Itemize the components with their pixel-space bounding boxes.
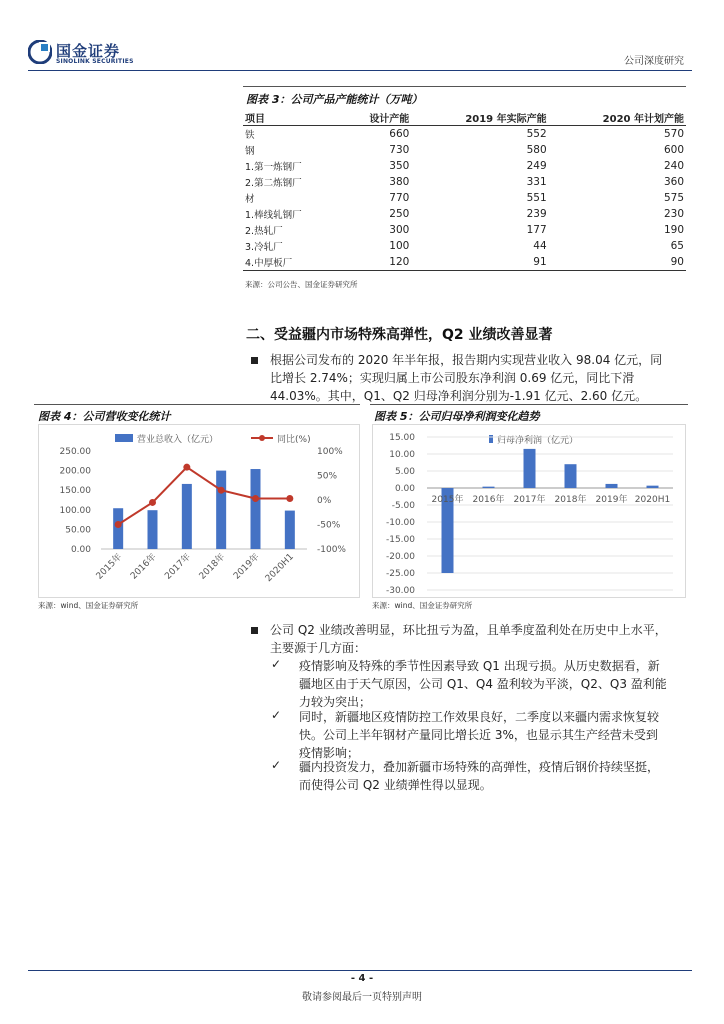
right-axis-tick-label: -50% [317,520,341,531]
legend-swatch-revenue [115,434,133,442]
reason-item [299,657,691,711]
net-profit-chart [372,424,686,598]
legend-marker-yoy [259,435,265,441]
paragraph-line: 疆地区由于天气原因，公司 Q1、Q4 盈利较为平淡，Q2、Q3 盈利能 [299,677,667,691]
square-bullet-icon [251,627,258,634]
table-cell: 材 [245,194,255,205]
paragraph-line: 同时，新疆地区疫情防控工作效果良好，二季度以来疆内需求恢复较 [299,710,660,724]
table-row [243,142,686,158]
category-tick-label: 2017年 [163,552,193,582]
figure5-title: 图表 5：公司归母净利润变化趋势 [374,410,540,423]
reason-item [299,758,691,794]
figure4-source: 来源：wind、国金证券研究所 [38,601,139,610]
paragraph-line: 疫情影响； [299,746,360,760]
category-tick-label: 2016年 [472,495,505,505]
paragraph-line: 比增长 2.74%；实现归属上市公司股东净利润 0.69 亿元，同比下滑 [270,371,635,385]
table-cell: 44 [533,240,547,252]
yoy-line [118,467,290,524]
table-cell: 2.热轧厂 [245,226,283,237]
table-header-row [243,109,686,126]
table-cell: 177 [526,224,547,236]
revenue-bar [148,510,158,549]
table-row [243,174,686,190]
logo-chinese-name: 国金证券 [56,42,121,60]
revenue-bar [251,469,261,549]
table-cell: 380 [389,176,410,188]
table-cell: 4.中厚板厂 [243,254,341,271]
right-axis-tick-label: -100% [317,545,346,555]
paragraph-q2 [270,621,690,657]
table-cell: 铁 [245,130,255,141]
legend-swatch-net-profit [489,435,493,443]
category-tick-label: 2018年 [554,495,587,505]
right-axis-tick-label: 0% [317,496,332,506]
legend-label-yoy: 同比(%) [277,435,311,445]
category-tick-label: 2015年 [94,552,125,582]
table-row [243,190,686,206]
table-cell: 580 [526,144,547,156]
table-cell: 100 [389,240,410,252]
category-tick-label: 2020H1 [263,552,296,585]
category-tick-label: 2017年 [513,495,546,505]
yoy-point [115,521,122,528]
column-header: 2019 年实际产能 [411,109,548,126]
left-axis-tick-label: 200.00 [59,466,91,477]
table-cell: 730 [389,144,410,156]
yoy-point [218,487,225,494]
category-tick-label: 2019年 [595,495,628,505]
table-cell: 552 [526,128,547,140]
category-tick-label: 2020H1 [634,495,671,505]
table-cell: 239 [526,208,547,220]
table-cell: 300 [389,224,410,236]
table-row [243,206,686,222]
paragraph-line: 44.03%。其中，Q1、Q2 归母净利润分别为-1.91 亿元、2.60 亿元。 [270,389,648,403]
paragraph-line: 快。公司上半年钢材产量同比增长近 3%，也显示其生产经营未受到 [299,728,658,742]
right-axis-tick-label: 100% [317,447,343,457]
report-type: 公司深度研究 [624,56,684,67]
y-axis-tick-label: -5.00 [391,501,415,511]
reason-item [299,708,691,762]
table-cell: 600 [663,144,684,156]
table-cell: 770 [389,192,410,204]
figure-top-rule [243,86,686,87]
table-cell: 660 [389,128,410,140]
yoy-point [149,499,156,506]
table-cell: 551 [526,192,547,204]
table-row [243,238,686,254]
y-axis-tick-label: 0.00 [394,484,415,494]
table-cell: 575 [663,192,684,204]
left-axis-tick-label: 50.00 [65,525,91,536]
company-logo-icon [28,40,52,64]
checkmark-icon: ✓ [271,708,282,722]
y-axis-tick-label: -30.00 [385,586,415,596]
table-cell: 1.第一炼钢厂 [245,162,302,173]
figure4-top-rule [34,404,360,405]
footer-disclaimer: 敬请参阅最后一页特别声明 [302,992,422,1003]
left-axis-tick-label: 0.00 [70,545,91,555]
table-cell: 190 [663,224,684,236]
y-axis-tick-label: 10.00 [389,450,415,460]
y-axis-tick-label: -20.00 [385,552,415,562]
table-cell: 90 [549,254,686,271]
table-cell: 3.冷轧厂 [245,242,283,253]
table-cell: 120 [341,254,412,271]
table-cell: 2.第二炼钢厂 [245,178,302,189]
yoy-point [252,495,259,502]
paragraph-line: 疆内投资发力，叠加新疆市场特殊的高弹性，疫情后钢价持续坚挺， [299,760,660,774]
paragraph-line: 而使得公司 Q2 业绩弹性得以显现。 [299,778,492,792]
column-header: 2020 年计划产能 [549,109,686,126]
yoy-point [183,464,190,471]
y-axis-tick-label: -10.00 [385,518,415,528]
y-axis-tick-label: 5.00 [394,467,415,477]
figure5-source: 来源：wind、国金证券研究所 [372,601,473,610]
table-cell: 1.棒线轧钢厂 [245,210,302,221]
category-tick-label: 2016年 [128,552,159,582]
left-axis-tick-label: 250.00 [59,447,91,457]
table-cell: 91 [411,254,548,271]
table-row [243,254,686,271]
revenue-bar [113,508,123,549]
table-cell: 230 [663,208,684,220]
column-header: 项目 [243,109,341,126]
paragraph-line: 主要源于几方面： [270,641,367,655]
paragraph-results [270,351,690,405]
table3-title: 图表 3：公司产品产能统计（万吨） [246,93,423,106]
y-axis-tick-label: -15.00 [385,535,415,545]
table-cell: 65 [670,240,684,252]
revenue-chart [38,424,360,598]
table-cell: 350 [389,160,410,172]
revenue-bar [182,484,192,549]
net-profit-bar [606,484,618,488]
yoy-point [286,495,293,502]
table-row [243,222,686,238]
page-number: - 4 - [350,973,374,984]
net-profit-bar [565,464,577,488]
legend-label-net-profit: 归母净利润（亿元） [497,436,579,446]
left-axis-tick-label: 100.00 [59,505,91,516]
table-cell: 570 [663,128,684,140]
capacity-table [243,109,686,271]
category-tick-label: 2018年 [197,552,228,582]
table-cell: 360 [663,176,684,188]
legend-label-revenue: 营业总收入（亿元） [137,435,219,445]
revenue-chart-svg [39,425,359,597]
left-axis-tick-label: 150.00 [59,486,91,497]
category-tick-label: 2019年 [231,552,262,582]
revenue-bar [285,511,295,549]
header-divider [28,70,692,71]
net-profit-bar [647,486,659,488]
table-cell: 331 [526,176,547,188]
paragraph-line: 公司 Q2 业绩改善明显，环比扭亏为盈，且单季度盈利处在历史中上水平， [270,623,667,637]
revenue-bar [216,471,226,549]
table-cell: 钢 [245,146,255,157]
table-row [243,158,686,174]
checkmark-icon: ✓ [271,657,282,671]
footer-divider [28,970,692,971]
y-axis-tick-label: 15.00 [389,433,415,443]
figure4-title: 图表 4：公司营收变化统计 [38,410,171,423]
category-tick-label: 2015年 [431,495,464,505]
checkmark-icon: ✓ [271,758,282,772]
column-header: 设计产能 [341,109,412,126]
section-heading: 二、受益疆内市场特殊高弹性，Q2 业绩改善显著 [246,327,553,343]
paragraph-line: 力较为突出； [299,695,372,709]
table-cell: 240 [663,160,684,172]
logo-english-name: SINOLINK SECURITIES [56,58,134,65]
table3-source: 来源：公司公告、国金证券研究所 [245,280,358,289]
paragraph-line: 疫情影响及特殊的季节性因素导致 Q1 出现亏损。从历史数据看，新 [299,659,660,673]
figure5-top-rule [370,404,688,405]
right-axis-tick-label: 50% [317,471,338,482]
table-cell: 249 [526,160,547,172]
net-profit-chart-svg [373,425,685,597]
y-axis-tick-label: -25.00 [385,569,415,579]
table-row [243,126,686,143]
net-profit-bar [524,449,536,488]
table-cell: 250 [389,208,410,220]
net-profit-bar [483,487,495,488]
paragraph-line: 根据公司发布的 2020 年半年报，报告期内实现营业收入 98.04 亿元，同 [270,353,663,367]
square-bullet-icon [251,357,258,364]
